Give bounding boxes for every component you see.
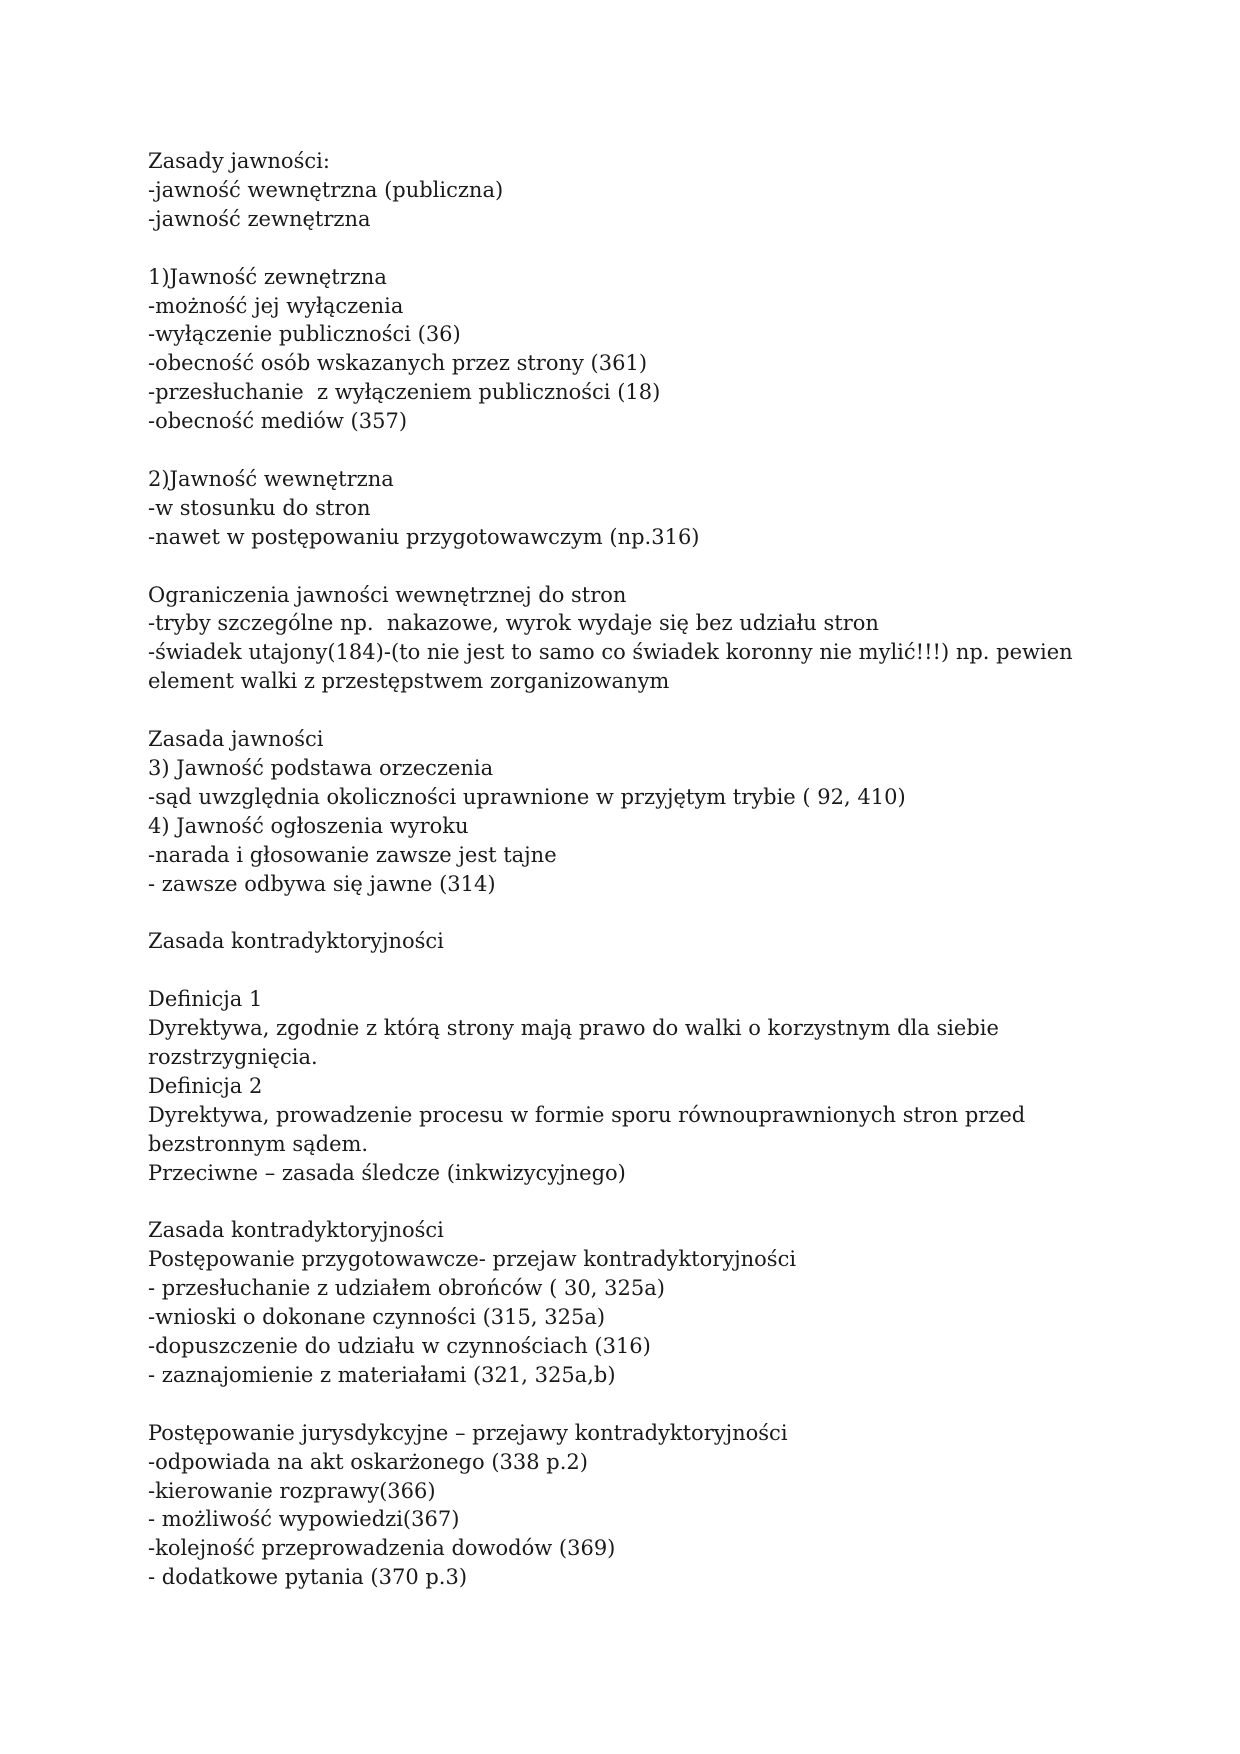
list-item: -sąd uwzględnia okoliczności uprawnione w przyjętym trybie ( 92, 410) (148, 784, 906, 809)
definition-text: rozstrzygnięcia. (148, 1045, 318, 1069)
spacer (148, 234, 1088, 263)
section-heading: Postępowanie jurysdykcyjne – przejawy kontradyktoryjności (148, 1420, 788, 1445)
section-heading: Ograniczenia jawności wewnętrznej do stron (148, 582, 627, 607)
definition-text: Dyrektywa, zgodnie z którą strony mają prawo do walki o korzystnym dla siebie (148, 1016, 999, 1041)
section-heading: Zasada kontradyktoryjności (148, 929, 444, 954)
list-item: -wyłączenie publiczności (36) (148, 322, 461, 347)
list-item: - przesłuchanie z udziałem obrońców ( 30, 325a) (148, 1276, 665, 1301)
list-item: -tryby szczególne np. nakazowe, wyrok wydaje się bez udziału stron (148, 611, 879, 636)
list-item: -wnioski o dokonane czynności (315, 325a) (148, 1305, 606, 1330)
definition-label: Definicja 2 (148, 1073, 263, 1098)
definition-label: Definicja 1 (148, 987, 263, 1012)
section-heading: Zasady jawności: (148, 149, 330, 173)
block-ograniczenia (148, 581, 1088, 697)
definition-text: Przeciwne – zasada śledcze (inkwizycyjnego) (148, 1160, 626, 1185)
section-heading: 2)Jawność wewnętrzna (148, 466, 394, 491)
list-item: -kierowanie rozprawy(366) (148, 1478, 436, 1503)
block-kontradyktoryjnosc-heading (148, 927, 1088, 956)
document-page (148, 147, 1088, 1592)
block-zasada-jawnosci (148, 725, 1088, 898)
list-item: -świadek utajony(184)-(to nie jest to samo co świadek koronny nie mylić!!!) np. pewien (148, 640, 1073, 665)
spacer (148, 1390, 1088, 1419)
block-przygotowawcze (148, 1216, 1088, 1389)
definition-text: Dyrektywa, prowadzenie procesu w formie sporu równouprawnionych stron przed (148, 1102, 1026, 1127)
subsection-heading: Postępowanie przygotowawcze- przejaw kontradyktoryjności (148, 1247, 797, 1272)
list-item: -jawność wewnętrzna (publiczna) (148, 177, 504, 202)
block-jurysdykcyjne (148, 1419, 1088, 1592)
list-item: -kolejność przeprowadzenia dowodów (369) (148, 1536, 616, 1561)
list-item: -obecność osób wskazanych przez strony (361) (148, 351, 648, 376)
section-heading: Zasada jawności (148, 727, 324, 752)
spacer (148, 1188, 1088, 1217)
list-item: -nawet w postępowaniu przygotowawczym (np.316) (148, 524, 700, 549)
section-heading: 1)Jawność zewnętrzna (148, 264, 387, 289)
spacer (148, 696, 1088, 725)
spacer (148, 956, 1088, 985)
list-item: -przesłuchanie z wyłączeniem publiczności (18) (148, 380, 661, 405)
subsection-heading: 3) Jawność podstawa orzeczenia (148, 755, 494, 780)
list-item: -narada i głosowanie zawsze jest tajne (148, 842, 557, 867)
block-jawnosc-zewnetrzna (148, 263, 1088, 436)
list-item: -obecność mediów (357) (148, 409, 408, 434)
list-item: -odpowiada na akt oskarżonego (338 p.2) (148, 1449, 588, 1474)
list-item: - dodatkowe pytania (370 p.3) (148, 1565, 468, 1590)
list-item: - zawsze odbywa się jawne (314) (148, 871, 496, 896)
list-item: - zaznajomienie z materiałami (321, 325a,b) (148, 1362, 616, 1387)
spacer (148, 552, 1088, 581)
subsection-heading: 4) Jawność ogłoszenia wyroku (148, 813, 469, 838)
section-heading: Zasada kontradyktoryjności (148, 1218, 444, 1243)
list-item: - możliwość wypowiedzi(367) (148, 1507, 460, 1532)
list-item: -jawność zewnętrzna (148, 206, 371, 231)
list-item-continuation: element walki z przestępstwem zorganizowanym (148, 669, 670, 694)
block-jawnosc-wewnetrzna (148, 465, 1088, 552)
spacer (148, 436, 1088, 465)
list-item: -możność jej wyłączenia (148, 293, 404, 318)
list-item: -dopuszczenie do udziału w czynnościach (316) (148, 1334, 651, 1359)
list-item: -w stosunku do stron (148, 495, 371, 520)
block-jawnosc-intro (148, 147, 1088, 234)
definition-text: bezstronnym sądem. (148, 1131, 369, 1156)
spacer (148, 899, 1088, 928)
block-definicje (148, 985, 1088, 1187)
